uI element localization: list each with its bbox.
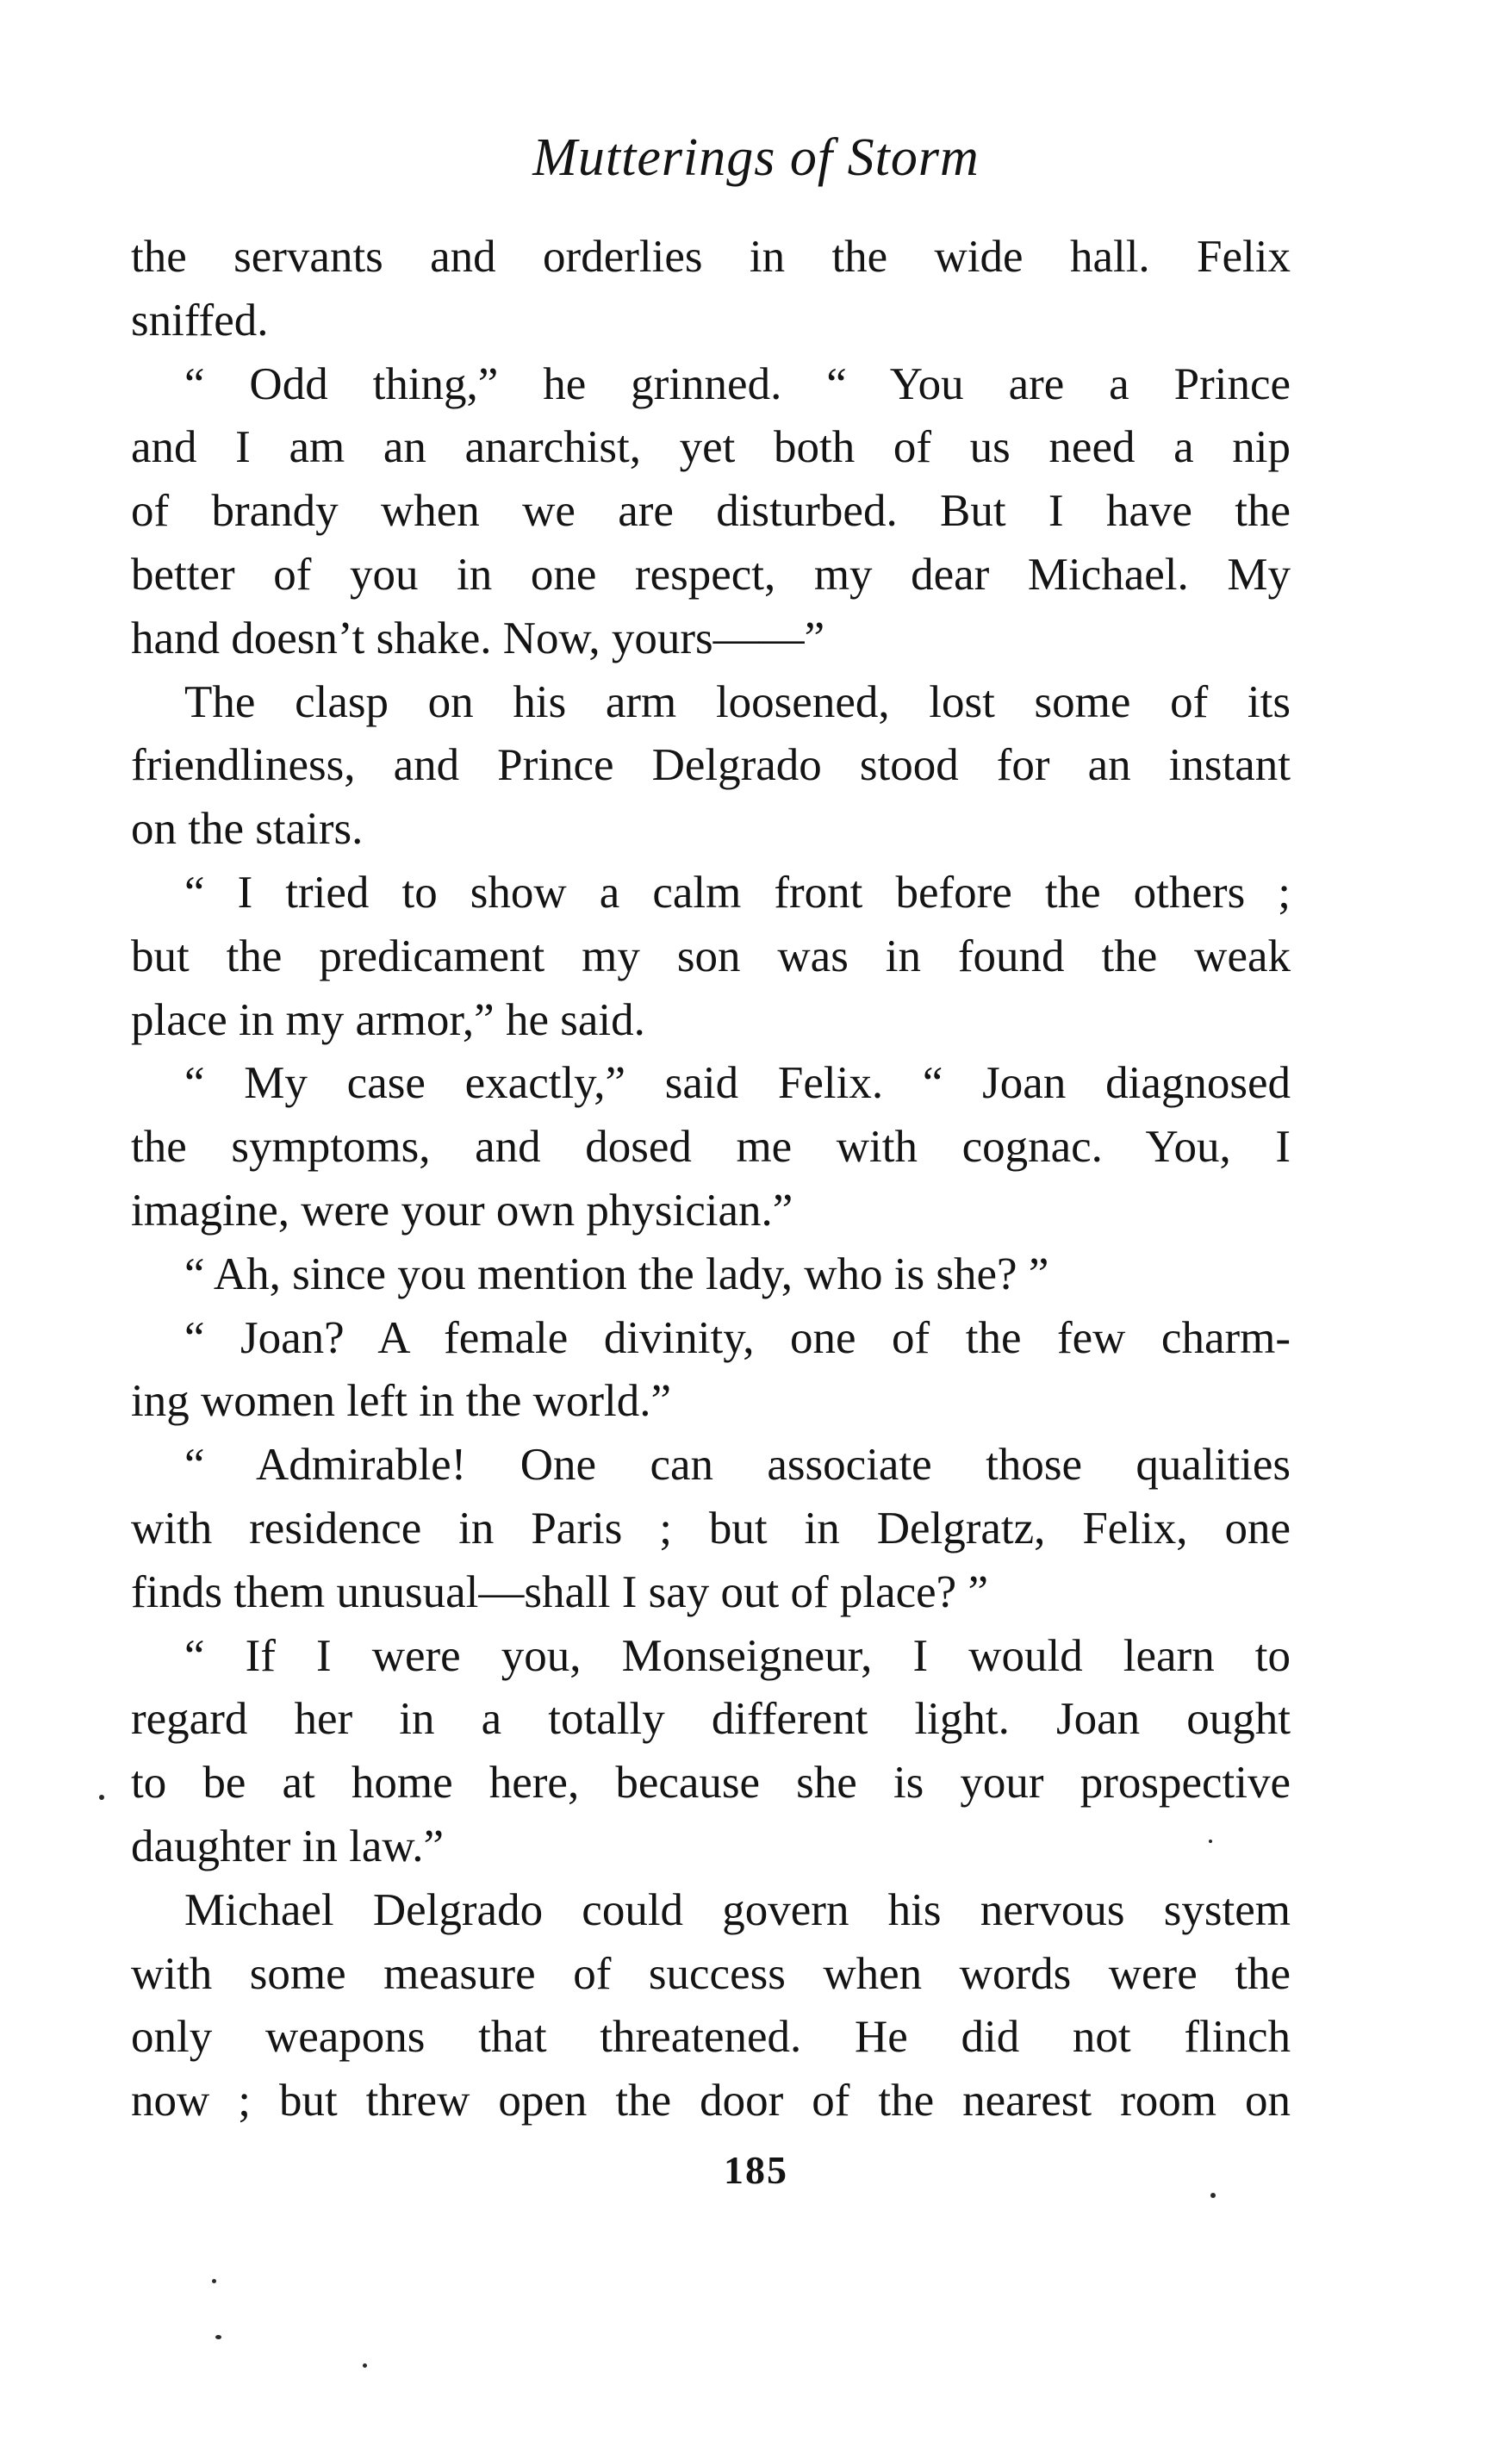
text-line: “ Odd thing,” he grinned. “ You are a Prince <box>184 358 1291 409</box>
page-number: 185 <box>724 2148 788 2192</box>
text-line: “ Ah, since you mention the lady, who is she? ” <box>184 1248 1049 1299</box>
text-line: “ Joan? A female divinity, one of the few charm- <box>184 1312 1291 1363</box>
text-line: hand doesn’t shake. Now, yours——” <box>131 613 825 663</box>
text-line: on the stairs. <box>131 804 364 855</box>
text-line: imagine, were your own physician.” <box>131 1185 793 1236</box>
text-line: finds them unusual—shall I say out of place? ” <box>131 1566 988 1617</box>
text-line: Michael Delgrado could govern his nervous system <box>184 1884 1291 1935</box>
body-text <box>131 226 1291 2133</box>
text-line: ing women left in the world.” <box>131 1376 672 1427</box>
text-line: regard her in a totally different light. Joan ought <box>131 1694 1291 1745</box>
print-speck <box>215 2335 221 2339</box>
text-line: place in my armor,” he said. <box>131 994 645 1045</box>
print-speck <box>1209 1840 1212 1843</box>
text-line: “ I tried to show a calm front before the others ; <box>184 867 1291 918</box>
text-line: friendliness, and Prince Delgrado stood for an instant <box>131 740 1291 791</box>
text-line: with residence in Paris ; but in Delgratz, Felix, one <box>131 1503 1291 1554</box>
print-speck <box>1210 2193 1216 2198</box>
text-line: the symptoms, and dosed me with cognac. You, I <box>131 1122 1291 1173</box>
running-title: Mutterings of Storm <box>532 128 980 187</box>
text-line: sniffed. <box>131 295 269 346</box>
text-line: only weapons that threatened. He did not flinch <box>131 2012 1291 2063</box>
text-line: daughter in law.” <box>131 1821 445 1871</box>
print-speck <box>363 2363 367 2368</box>
print-speck <box>212 2279 216 2283</box>
text-line: to be at home here, because she is your prospective <box>131 1758 1291 1809</box>
text-line: The clasp on his arm loosened, lost some of its <box>184 676 1291 727</box>
text-line: “ If I were you, Monseigneur, I would learn to <box>184 1630 1291 1681</box>
text-line: with some measure of success when words were the <box>131 1948 1291 1999</box>
text-line: and I am an anarchist, yet both of us need a nip <box>131 422 1291 473</box>
print-speck <box>99 1795 104 1800</box>
text-line: of brandy when we are disturbed. But I have the <box>131 486 1291 537</box>
text-line: but the predicament my son was in found the weak <box>131 931 1291 981</box>
text-line: the servants and orderlies in the wide hall. Felix <box>131 232 1291 282</box>
text-line: “ Admirable! One can associate those qualities <box>184 1440 1291 1491</box>
text-line: better of you in one respect, my dear Michael. My <box>131 549 1291 600</box>
text-line: now ; but threw open the door of the nearest room on <box>131 2076 1291 2126</box>
text-line: “ My case exactly,” said Felix. “ Joan diagnosed <box>184 1058 1291 1109</box>
